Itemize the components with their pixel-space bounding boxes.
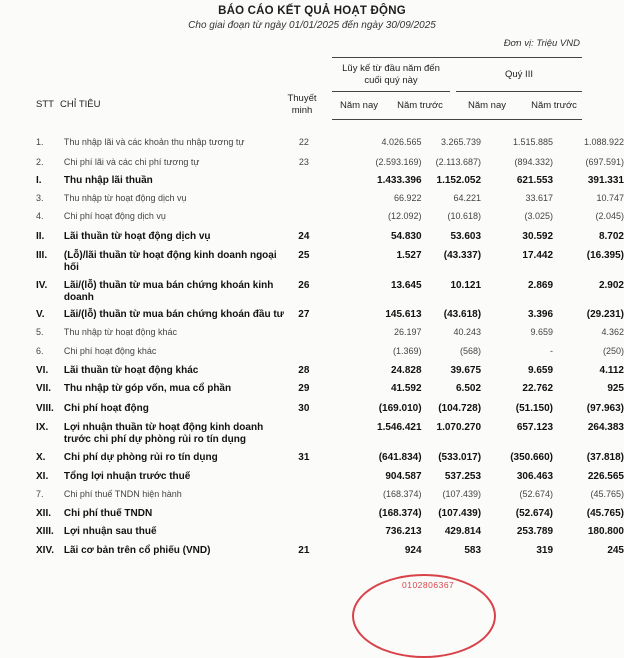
row-stt: XII. [36, 507, 52, 519]
row-ytd-this-year: 13.645 [390, 280, 422, 291]
row-q3-this-year: 621.553 [516, 175, 554, 186]
table-row [0, 526, 624, 545]
row-q3-this-year: 33.617 [525, 192, 554, 203]
row-ytd-this-year: (1.369) [393, 346, 422, 356]
header-mid-rule-q3 [456, 91, 582, 92]
row-indicator: Lãi/(lỗ) thuần từ mua bán chứng khoán kinh doanh [63, 280, 274, 303]
row-note: 21 [298, 544, 310, 556]
table-row [0, 250, 624, 280]
row-ytd-this-year: 41.592 [390, 383, 422, 394]
row-ytd-last-year: (10.618) [447, 211, 482, 221]
table-row [0, 489, 624, 508]
row-ytd-this-year: (12.092) [388, 211, 422, 221]
table-row [0, 327, 624, 347]
row-stt: 3. [36, 192, 44, 203]
row-ytd-last-year: 1.152.052 [436, 175, 482, 186]
row-ytd-this-year: 24.828 [390, 364, 422, 376]
row-q3-this-year: 30.592 [522, 230, 554, 242]
row-q3-this-year: 657.123 [516, 422, 554, 433]
row-note: 28 [298, 364, 310, 376]
row-ytd-last-year: 53.603 [450, 230, 482, 242]
row-note [287, 471, 320, 490]
row-stt: VI. [36, 364, 49, 376]
row-note: 30 [298, 402, 310, 414]
row-stt: XI. [36, 470, 49, 482]
row-stt: 2. [36, 156, 44, 167]
row-q3-last-year: (250) [602, 346, 624, 356]
row-ytd-this-year: 1.546.421 [377, 422, 422, 433]
row-ytd-last-year: (568) [460, 346, 482, 356]
row-stt: 6. [36, 346, 44, 356]
row-q3-this-year: (51.150) [515, 402, 554, 414]
row-ytd-last-year: 10.121 [450, 280, 482, 291]
row-note: 26 [298, 280, 310, 291]
row-ytd-this-year: 26.197 [394, 326, 422, 337]
report-subtitle: Cho giai đoạn từ ngày 01/01/2025 đến ngày 30/09/2025 [188, 20, 436, 31]
header-indicator: CHỈ TIÊU [60, 99, 101, 110]
row-q3-last-year: 391.331 [587, 175, 624, 186]
row-q3-last-year: (2.045) [595, 211, 624, 221]
row-stt: V. [36, 309, 45, 320]
table-row [0, 508, 624, 527]
row-ytd-last-year: (43.337) [443, 250, 482, 261]
row-indicator: Lợi nhuận thuần từ hoạt động kinh doanh trước chi phí dự phòng rủi ro tín dụng [63, 422, 264, 445]
row-note [287, 346, 320, 365]
row-ytd-this-year: 145.613 [385, 309, 422, 320]
row-ytd-last-year: 1.070.270 [436, 422, 482, 433]
table-row [0, 157, 624, 176]
unit-label: Đơn vị: Triệu VND [503, 38, 580, 49]
row-q3-this-year: 306.463 [516, 470, 554, 482]
report-title: BÁO CÁO KẾT QUẢ HOẠT ĐỘNG [218, 5, 406, 17]
row-note [287, 489, 320, 508]
row-indicator: Chi phí hoạt động khác [63, 346, 157, 356]
row-ytd-last-year: 6.502 [456, 383, 482, 394]
row-stt: 5. [36, 326, 44, 337]
row-ytd-last-year: 583 [464, 544, 482, 556]
row-q3-this-year: 17.442 [522, 250, 554, 261]
row-q3-last-year: (16.395) [586, 250, 624, 261]
row-stt: I. [36, 175, 42, 186]
row-ytd-last-year: 537.253 [444, 470, 482, 482]
row-q3-this-year: 9.659 [527, 364, 554, 376]
row-q3-this-year: 1.515.885 [512, 137, 554, 147]
row-stt: 4. [36, 211, 44, 221]
row-ytd-this-year: 924 [404, 544, 422, 556]
row-note: 22 [298, 137, 309, 147]
table-row [0, 309, 624, 327]
row-indicator: Thu nhập từ hoạt động dịch vụ [63, 192, 187, 203]
row-indicator: Chi phí thuế TNDN hiện hành [63, 489, 182, 499]
row-indicator: Chi phí hoạt động dịch vụ [63, 211, 166, 221]
row-note [287, 526, 320, 545]
header-ytd-group: Lũy kế từ đầu năm đến cuối quý này [342, 63, 440, 86]
table-row [0, 452, 624, 471]
row-stt: 7. [36, 489, 44, 499]
row-ytd-this-year: 904.587 [385, 470, 422, 482]
row-q3-this-year: (3.025) [524, 211, 554, 221]
row-ytd-this-year: (168.374) [383, 489, 422, 499]
table-row [0, 175, 624, 193]
row-q3-this-year: (52.674) [519, 489, 554, 499]
row-indicator: Thu nhập lãi thuần [63, 175, 153, 186]
row-indicator: Lãi thuần từ hoạt động dịch vụ [63, 230, 211, 242]
row-stt: IX. [36, 422, 49, 433]
row-q3-this-year: 319 [536, 544, 554, 556]
row-note: 23 [298, 156, 309, 167]
header-bottom-rule [332, 119, 582, 120]
row-q3-this-year: 253.789 [516, 526, 554, 537]
row-indicator: Chi phí dự phòng rủi ro tín dụng [63, 452, 218, 463]
row-q3-last-year: (45.765) [590, 489, 624, 499]
row-ytd-last-year: (2.113.687) [435, 156, 482, 167]
header-mid-rule-ytd [332, 91, 450, 92]
row-q3-last-year: (697.591) [585, 156, 624, 167]
header-q3-this-year: Năm nay [467, 100, 506, 111]
row-indicator: Lợi nhuận sau thuế [63, 526, 157, 537]
table-row [0, 545, 624, 564]
row-indicator: Chi phí hoạt động [63, 402, 149, 414]
row-ytd-last-year: 3.265.739 [440, 137, 482, 147]
row-ytd-this-year: (2.593.169) [375, 156, 422, 167]
header-ytd-last-year: Năm trước [397, 100, 443, 111]
table-row [0, 211, 624, 231]
table-row [0, 231, 624, 251]
row-note: 27 [298, 309, 310, 320]
header-top-rule [332, 57, 582, 58]
table-row [0, 365, 624, 384]
row-ytd-this-year: 736.213 [385, 526, 422, 537]
row-ytd-last-year: 64.221 [453, 192, 482, 203]
row-note [287, 508, 320, 527]
row-q3-last-year: 2.902 [598, 280, 624, 291]
row-q3-this-year: - [550, 346, 554, 356]
row-ytd-this-year: 1.527 [396, 250, 422, 261]
row-note [287, 327, 320, 347]
row-q3-this-year: 2.869 [527, 280, 554, 291]
row-stt: X. [36, 452, 46, 463]
row-stt: IV. [36, 280, 48, 291]
row-ytd-this-year: 54.830 [390, 230, 422, 242]
row-q3-last-year: 10.747 [596, 192, 624, 203]
row-indicator: Thu nhập lãi và các khoản thu nhập tương tự [63, 137, 245, 147]
row-q3-this-year: (52.674) [515, 507, 554, 519]
row-note: 29 [298, 383, 310, 394]
row-q3-this-year: 9.659 [530, 326, 554, 337]
header-note: Thuyết minh [287, 93, 317, 116]
row-indicator: Lãi thuần từ hoạt động khác [63, 364, 199, 376]
table-row [0, 471, 624, 490]
table-body [0, 137, 624, 563]
header-q3-group: Quý III [505, 69, 533, 80]
row-indicator: Lãi/(lỗ) thuần từ mua bán chứng khoán đầu tư [63, 309, 284, 320]
row-note [287, 211, 320, 231]
row-q3-last-year: 226.565 [587, 470, 624, 482]
header-stt: STT [36, 99, 54, 110]
row-ytd-this-year: (168.374) [378, 507, 422, 519]
row-ytd-last-year: 40.243 [453, 326, 482, 337]
table-row [0, 346, 624, 365]
income-statement-table [0, 137, 624, 563]
header-q3-last-year: Năm trước [531, 100, 577, 111]
row-q3-this-year: (894.332) [514, 156, 554, 167]
row-ytd-last-year: 429.814 [444, 526, 482, 537]
row-indicator: Thu nhập từ hoạt động khác [63, 326, 177, 337]
row-q3-last-year: 925 [607, 383, 624, 394]
row-indicator: Chi phí lãi và các chi phí tương tự [63, 156, 200, 167]
row-q3-last-year: 264.383 [587, 422, 624, 433]
row-stt: 1. [36, 137, 44, 147]
row-note [287, 193, 320, 212]
row-ytd-last-year: (43.618) [443, 309, 482, 320]
row-note: 24 [298, 230, 310, 242]
row-indicator: (Lỗ)/lãi thuần từ hoạt động kinh doanh ngoại hối [63, 250, 277, 273]
row-q3-last-year: 1.088.922 [583, 137, 624, 147]
row-ytd-last-year: (107.439) [438, 507, 482, 519]
row-note [287, 422, 320, 452]
row-ytd-last-year: (107.439) [442, 489, 482, 499]
row-stt: II. [36, 230, 45, 242]
table-row [0, 137, 624, 157]
row-ytd-this-year: (169.010) [378, 402, 422, 414]
row-q3-last-year: 8.702 [598, 230, 624, 242]
row-note [287, 175, 320, 193]
row-indicator: Chi phí thuế TNDN [63, 507, 153, 519]
row-ytd-this-year: (641.834) [378, 452, 422, 463]
row-stt: III. [36, 250, 48, 261]
table-row [0, 422, 624, 452]
row-note: 25 [298, 250, 310, 261]
row-stt: XIV. [36, 544, 54, 556]
row-stt: XIII. [36, 526, 54, 537]
row-q3-last-year: 180.800 [587, 526, 624, 537]
row-stt: VIII. [36, 402, 54, 414]
row-indicator: Tổng lợi nhuận trước thuế [63, 470, 191, 482]
row-q3-this-year: 22.762 [522, 383, 554, 394]
row-ytd-last-year: (104.728) [438, 402, 482, 414]
row-q3-last-year: (97.963) [586, 402, 624, 414]
company-seal-number: 0102806367 [402, 580, 455, 590]
row-q3-last-year: 4.362 [601, 326, 624, 337]
row-stt: VII. [36, 383, 52, 394]
header-ytd-this-year: Năm nay [339, 100, 378, 111]
row-q3-this-year: 3.396 [527, 309, 554, 320]
table-row [0, 383, 624, 403]
row-q3-last-year: (29.231) [586, 309, 624, 320]
row-ytd-last-year: 39.675 [450, 364, 482, 376]
row-ytd-last-year: (533.017) [438, 452, 482, 463]
row-note: 31 [298, 452, 310, 463]
row-indicator: Thu nhập từ góp vốn, mua cổ phần [63, 383, 232, 394]
row-ytd-this-year: 1.433.396 [377, 175, 422, 186]
row-q3-last-year: (45.765) [586, 507, 624, 519]
table-row [0, 193, 624, 212]
row-indicator: Lãi cơ bản trên cổ phiếu (VND) [63, 544, 211, 556]
row-ytd-this-year: 4.026.565 [381, 137, 422, 147]
table-row [0, 403, 624, 423]
table-row [0, 280, 624, 309]
row-ytd-this-year: 66.922 [394, 192, 422, 203]
row-q3-last-year: 245 [607, 544, 624, 556]
row-q3-last-year: (37.818) [586, 452, 624, 463]
row-q3-last-year: 4.112 [599, 364, 624, 376]
row-q3-this-year: (350.660) [510, 452, 554, 463]
